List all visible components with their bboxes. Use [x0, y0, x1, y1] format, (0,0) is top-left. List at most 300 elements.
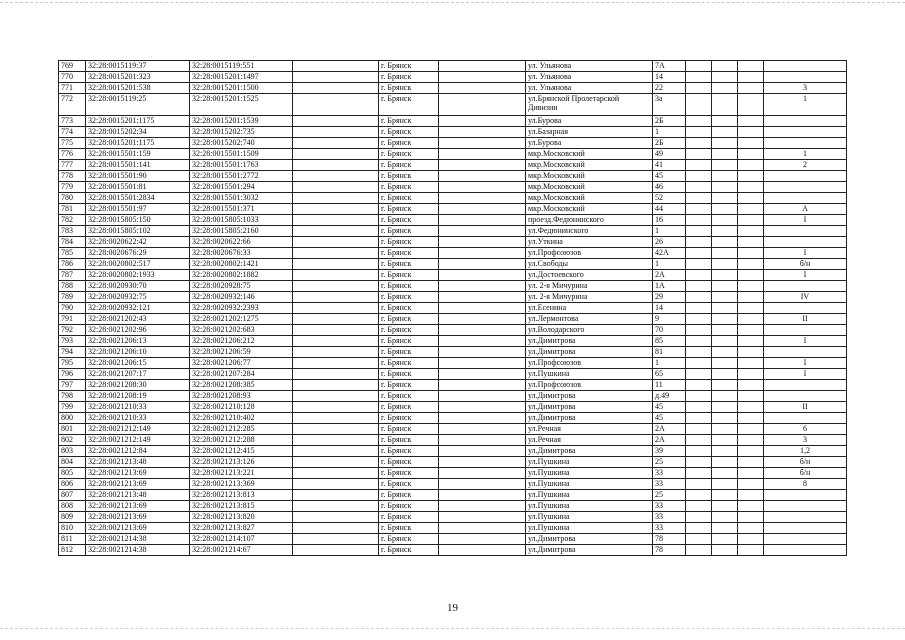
cell-empty — [738, 171, 764, 182]
cell-empty — [293, 171, 379, 182]
cell-empty — [439, 424, 526, 435]
cell-empty — [439, 149, 526, 160]
table-row — [59, 83, 847, 94]
cell-house: 49 — [653, 149, 686, 160]
cell-last: I — [764, 369, 847, 380]
cell-empty — [712, 193, 738, 204]
cell-n: 789 — [59, 292, 86, 303]
cell-last — [764, 72, 847, 83]
cell-cad2: 32:28:0015202:740 — [190, 138, 293, 149]
cell-n: 780 — [59, 193, 86, 204]
cell-n: 800 — [59, 413, 86, 424]
cell-n: 773 — [59, 116, 86, 127]
cell-n: 788 — [59, 281, 86, 292]
cell-street: ул.Димитрова — [526, 347, 653, 358]
cell-house: 39 — [653, 446, 686, 457]
cell-last: IV — [764, 292, 847, 303]
table-row — [59, 523, 847, 534]
cell-house: 52 — [653, 193, 686, 204]
cell-n: 776 — [59, 149, 86, 160]
cell-empty — [738, 182, 764, 193]
cell-n: 770 — [59, 72, 86, 83]
cell-house: 46 — [653, 182, 686, 193]
cell-city: г. Брянск — [379, 193, 439, 204]
cell-street: ул.Димитрова — [526, 402, 653, 413]
cell-block — [686, 413, 712, 424]
cell-block — [686, 237, 712, 248]
cell-last — [764, 523, 847, 534]
cell-street: ул.Речная — [526, 435, 653, 446]
cell-house: 78 — [653, 534, 686, 545]
cell-empty — [738, 501, 764, 512]
cell-cad1: 32:28:0015201:1175 — [86, 138, 190, 149]
cell-street: мкр.Московский — [526, 171, 653, 182]
cell-last: 3 — [764, 435, 847, 446]
cell-empty — [439, 369, 526, 380]
cell-city: г. Брянск — [379, 94, 439, 116]
cell-block — [686, 281, 712, 292]
cell-block — [686, 226, 712, 237]
cell-city: г. Брянск — [379, 303, 439, 314]
cell-cad2: 32:28:0021210:128 — [190, 402, 293, 413]
cell-n: 793 — [59, 336, 86, 347]
cell-block — [686, 314, 712, 325]
cell-empty — [293, 248, 379, 259]
cell-street: мкр.Московский — [526, 204, 653, 215]
cell-street: ул.Профсоюзов — [526, 358, 653, 369]
cell-house: 33 — [653, 523, 686, 534]
cell-house: 44 — [653, 204, 686, 215]
table-row — [59, 545, 847, 556]
cell-empty — [293, 314, 379, 325]
cell-last — [764, 490, 847, 501]
cell-house: 1 — [653, 259, 686, 270]
cell-empty — [293, 292, 379, 303]
cell-house: 14 — [653, 303, 686, 314]
cell-empty — [712, 435, 738, 446]
cell-cad1: 32:28:0021210:33 — [86, 413, 190, 424]
cell-house: 2Б — [653, 138, 686, 149]
cell-empty — [293, 391, 379, 402]
cell-cad1: 32:28:0015119:25 — [86, 94, 190, 116]
cell-last — [764, 138, 847, 149]
cell-house: 41 — [653, 160, 686, 171]
cell-empty — [738, 116, 764, 127]
table-row — [59, 281, 847, 292]
cell-last: 6 — [764, 424, 847, 435]
cell-empty — [293, 512, 379, 523]
cell-block — [686, 303, 712, 314]
cell-empty — [738, 468, 764, 479]
cell-cad1: 32:28:0021208:30 — [86, 380, 190, 391]
cell-empty — [293, 127, 379, 138]
table-row — [59, 468, 847, 479]
cell-empty — [738, 457, 764, 468]
cell-empty — [712, 281, 738, 292]
cell-cad1: 32:28:0015202:34 — [86, 127, 190, 138]
cell-street: ул.Федюнинского — [526, 226, 653, 237]
cell-empty — [293, 138, 379, 149]
cell-block — [686, 479, 712, 490]
cell-empty — [439, 468, 526, 479]
cell-street: ул.Профсоюзов — [526, 248, 653, 259]
cell-empty — [439, 281, 526, 292]
cell-city: г. Брянск — [379, 534, 439, 545]
cell-block — [686, 358, 712, 369]
cell-house: 3а — [653, 94, 686, 116]
cell-street: ул.Есенина — [526, 303, 653, 314]
cell-house: 45 — [653, 171, 686, 182]
cell-last — [764, 116, 847, 127]
cell-empty — [712, 72, 738, 83]
cell-cad1: 32:28:0021213:69 — [86, 512, 190, 523]
cell-last: I — [764, 270, 847, 281]
cell-cad2: 32:28:0020802:1882 — [190, 270, 293, 281]
cell-empty — [712, 358, 738, 369]
cell-last: 1 — [764, 94, 847, 116]
cell-empty — [439, 358, 526, 369]
cell-empty — [293, 116, 379, 127]
cell-street: ул.Пушкина — [526, 501, 653, 512]
cell-cad2: 32:28:0021207:284 — [190, 369, 293, 380]
cell-empty — [293, 523, 379, 534]
cell-house: 45 — [653, 402, 686, 413]
cell-last — [764, 391, 847, 402]
cell-house: 33 — [653, 468, 686, 479]
cell-block — [686, 424, 712, 435]
cell-street: проезд.Федюнинского — [526, 215, 653, 226]
cell-house: 42А — [653, 248, 686, 259]
table-row — [59, 237, 847, 248]
cell-last: 3 — [764, 83, 847, 94]
cell-cad1: 32:28:0021202:96 — [86, 325, 190, 336]
cell-empty — [712, 292, 738, 303]
cell-last: б/н — [764, 468, 847, 479]
cell-street: ул.Пушкина — [526, 457, 653, 468]
cell-block — [686, 116, 712, 127]
cell-cad1: 32:28:0015501:159 — [86, 149, 190, 160]
cell-last — [764, 545, 847, 556]
cell-empty — [439, 435, 526, 446]
cell-house: 1 — [653, 127, 686, 138]
cell-street: мкр.Московский — [526, 182, 653, 193]
cell-empty — [738, 325, 764, 336]
cell-empty — [293, 237, 379, 248]
cell-city: г. Брянск — [379, 61, 439, 72]
cell-empty — [738, 94, 764, 116]
cell-empty — [293, 446, 379, 457]
cell-city: г. Брянск — [379, 413, 439, 424]
cell-n: 792 — [59, 325, 86, 336]
cell-street: ул.Базарная — [526, 127, 653, 138]
cell-house: 33 — [653, 512, 686, 523]
cell-cad1: 32:28:0021213:69 — [86, 479, 190, 490]
cell-empty — [293, 413, 379, 424]
cell-empty — [712, 204, 738, 215]
cell-empty — [293, 226, 379, 237]
cell-city: г. Брянск — [379, 402, 439, 413]
cell-cad1: 32:28:0021206:13 — [86, 336, 190, 347]
cell-empty — [738, 490, 764, 501]
cell-empty — [439, 380, 526, 391]
cell-empty — [439, 534, 526, 545]
cell-cad2: 32:28:0021212:415 — [190, 446, 293, 457]
cell-block — [686, 83, 712, 94]
cell-block — [686, 501, 712, 512]
cell-city: г. Брянск — [379, 435, 439, 446]
cell-empty — [738, 435, 764, 446]
cell-empty — [712, 314, 738, 325]
cell-cad2: 32:28:0015501:3032 — [190, 193, 293, 204]
cell-empty — [439, 303, 526, 314]
cell-last — [764, 61, 847, 72]
cell-cad1: 32:28:0021207:17 — [86, 369, 190, 380]
cell-empty — [439, 259, 526, 270]
cell-house: 81 — [653, 347, 686, 358]
cell-cad2: 32:28:0021208:385 — [190, 380, 293, 391]
cell-street: ул.Достоевского — [526, 270, 653, 281]
cell-empty — [738, 193, 764, 204]
cell-empty — [738, 446, 764, 457]
cell-empty — [712, 479, 738, 490]
cell-cad2: 32:28:0015501:1763 — [190, 160, 293, 171]
cell-last — [764, 281, 847, 292]
cell-house: 2А — [653, 270, 686, 281]
cell-house: 2А — [653, 435, 686, 446]
cell-empty — [439, 490, 526, 501]
cell-cad1: 32:28:0021206:15 — [86, 358, 190, 369]
cell-empty — [738, 292, 764, 303]
cell-last — [764, 171, 847, 182]
cell-last: 1,2 — [764, 446, 847, 457]
table-row — [59, 116, 847, 127]
cell-cad2: 32:28:0020932:2393 — [190, 303, 293, 314]
cell-block — [686, 402, 712, 413]
cell-street: ул.Брянской Пролетарской Дивизии — [526, 94, 653, 116]
cell-cad2: 32:28:0020932:146 — [190, 292, 293, 303]
cell-n: 798 — [59, 391, 86, 402]
cell-street: ул.Димитрова — [526, 336, 653, 347]
cell-house: 26 — [653, 237, 686, 248]
cell-street: ул.Димитрова — [526, 413, 653, 424]
table-row — [59, 259, 847, 270]
cell-empty — [293, 303, 379, 314]
cell-street: ул.Димитрова — [526, 446, 653, 457]
cell-house: 1 — [653, 358, 686, 369]
cell-city: г. Брянск — [379, 149, 439, 160]
table-row — [59, 193, 847, 204]
cell-empty — [712, 237, 738, 248]
cell-cad1: 32:28:0020932:121 — [86, 303, 190, 314]
cell-empty — [439, 215, 526, 226]
cell-empty — [293, 149, 379, 160]
cell-n: 775 — [59, 138, 86, 149]
cell-last: 8 — [764, 479, 847, 490]
cell-cad1: 32:28:0021213:69 — [86, 468, 190, 479]
cell-street: ул.Уткина — [526, 237, 653, 248]
cell-empty — [738, 347, 764, 358]
cell-empty — [712, 446, 738, 457]
cell-city: г. Брянск — [379, 138, 439, 149]
cell-city: г. Брянск — [379, 512, 439, 523]
table-row — [59, 94, 847, 116]
cell-empty — [439, 116, 526, 127]
cell-n: 779 — [59, 182, 86, 193]
cell-empty — [738, 369, 764, 380]
table-row — [59, 215, 847, 226]
cell-house: 11 — [653, 380, 686, 391]
cell-empty — [738, 545, 764, 556]
cell-city: г. Брянск — [379, 314, 439, 325]
table-row — [59, 127, 847, 138]
cell-n: 809 — [59, 512, 86, 523]
cell-cad1: 32:28:0021213:69 — [86, 523, 190, 534]
table-row — [59, 182, 847, 193]
cell-cad1: 32:28:0015501:141 — [86, 160, 190, 171]
cell-last — [764, 512, 847, 523]
cell-empty — [738, 83, 764, 94]
cell-empty — [738, 424, 764, 435]
cell-empty — [293, 94, 379, 116]
cell-empty — [439, 457, 526, 468]
cell-cad1: 32:28:0015201:323 — [86, 72, 190, 83]
cell-empty — [738, 303, 764, 314]
cell-city: г. Брянск — [379, 325, 439, 336]
cell-n: 807 — [59, 490, 86, 501]
cell-empty — [738, 160, 764, 171]
cell-block — [686, 193, 712, 204]
cell-city: г. Брянск — [379, 171, 439, 182]
cell-empty — [293, 325, 379, 336]
cell-city: г. Брянск — [379, 545, 439, 556]
cell-empty — [293, 501, 379, 512]
cell-city: г. Брянск — [379, 226, 439, 237]
cell-n: 811 — [59, 534, 86, 545]
cell-house: 33 — [653, 501, 686, 512]
cell-city: г. Брянск — [379, 523, 439, 534]
cell-cad2: 32:28:0021212:288 — [190, 435, 293, 446]
cell-cad2: 32:28:0021210:402 — [190, 413, 293, 424]
cell-block — [686, 259, 712, 270]
cell-empty — [439, 61, 526, 72]
cell-last — [764, 413, 847, 424]
cell-n: 804 — [59, 457, 86, 468]
cell-empty — [712, 347, 738, 358]
cell-empty — [439, 72, 526, 83]
cell-empty — [712, 303, 738, 314]
cell-empty — [738, 479, 764, 490]
cell-house: 70 — [653, 325, 686, 336]
cell-block — [686, 468, 712, 479]
cell-empty — [712, 424, 738, 435]
cell-block — [686, 61, 712, 72]
cell-empty — [439, 479, 526, 490]
cell-street: мкр.Московский — [526, 160, 653, 171]
cell-house: 85 — [653, 336, 686, 347]
cell-last: А — [764, 204, 847, 215]
cell-empty — [738, 226, 764, 237]
cell-empty — [293, 380, 379, 391]
cell-city: г. Брянск — [379, 501, 439, 512]
table-row — [59, 72, 847, 83]
cell-cad1: 32:28:0020802:1933 — [86, 270, 190, 281]
cell-empty — [293, 193, 379, 204]
table-row — [59, 501, 847, 512]
cell-last — [764, 226, 847, 237]
cell-empty — [738, 61, 764, 72]
cell-empty — [439, 391, 526, 402]
table-row — [59, 149, 847, 160]
cell-last: б/н — [764, 259, 847, 270]
cell-cad2: 32:28:0021208:93 — [190, 391, 293, 402]
cell-empty — [439, 182, 526, 193]
cell-n: 782 — [59, 215, 86, 226]
cell-block — [686, 534, 712, 545]
cell-street: ул.Пушкина — [526, 490, 653, 501]
cell-street: ул.Бурова — [526, 116, 653, 127]
cell-n: 785 — [59, 248, 86, 259]
cell-empty — [293, 545, 379, 556]
cell-house: 29 — [653, 292, 686, 303]
cell-last: II — [764, 314, 847, 325]
table-row — [59, 336, 847, 347]
cell-empty — [738, 314, 764, 325]
cell-block — [686, 457, 712, 468]
cell-block — [686, 292, 712, 303]
cell-cad2: 32:28:0015201:1500 — [190, 83, 293, 94]
cell-empty — [712, 523, 738, 534]
cell-block — [686, 270, 712, 281]
cell-cad1: 32:28:0020802:517 — [86, 259, 190, 270]
cell-block — [686, 248, 712, 259]
cell-block — [686, 215, 712, 226]
cell-city: г. Брянск — [379, 83, 439, 94]
cell-n: 783 — [59, 226, 86, 237]
cell-cad2: 32:28:0015119:551 — [190, 61, 293, 72]
cell-city: г. Брянск — [379, 281, 439, 292]
cell-n: 784 — [59, 237, 86, 248]
cell-city: г. Брянск — [379, 391, 439, 402]
cell-empty — [439, 545, 526, 556]
table-row — [59, 358, 847, 369]
cell-empty — [738, 534, 764, 545]
cell-empty — [439, 204, 526, 215]
cell-n: 774 — [59, 127, 86, 138]
cell-cad2: 32:28:0020928:75 — [190, 281, 293, 292]
cell-empty — [712, 215, 738, 226]
cell-empty — [293, 479, 379, 490]
cell-city: г. Брянск — [379, 270, 439, 281]
cell-n: 803 — [59, 446, 86, 457]
cell-cad2: 32:28:0020802:1421 — [190, 259, 293, 270]
cell-cad1: 32:28:0021214:38 — [86, 534, 190, 545]
table-row — [59, 479, 847, 490]
cell-street: ул. 2-я Мичурина — [526, 292, 653, 303]
cell-empty — [738, 149, 764, 160]
cell-empty — [738, 358, 764, 369]
cell-city: г. Брянск — [379, 336, 439, 347]
cell-city: г. Брянск — [379, 116, 439, 127]
cell-empty — [439, 83, 526, 94]
cell-cad2: 32:28:0020676:33 — [190, 248, 293, 259]
table-row — [59, 160, 847, 171]
cell-house: 1А — [653, 281, 686, 292]
cell-empty — [439, 248, 526, 259]
cell-cad1: 32:28:0021213:48 — [86, 457, 190, 468]
cell-city: г. Брянск — [379, 182, 439, 193]
cell-cad2: 32:28:0021213:221 — [190, 468, 293, 479]
cell-n: 801 — [59, 424, 86, 435]
